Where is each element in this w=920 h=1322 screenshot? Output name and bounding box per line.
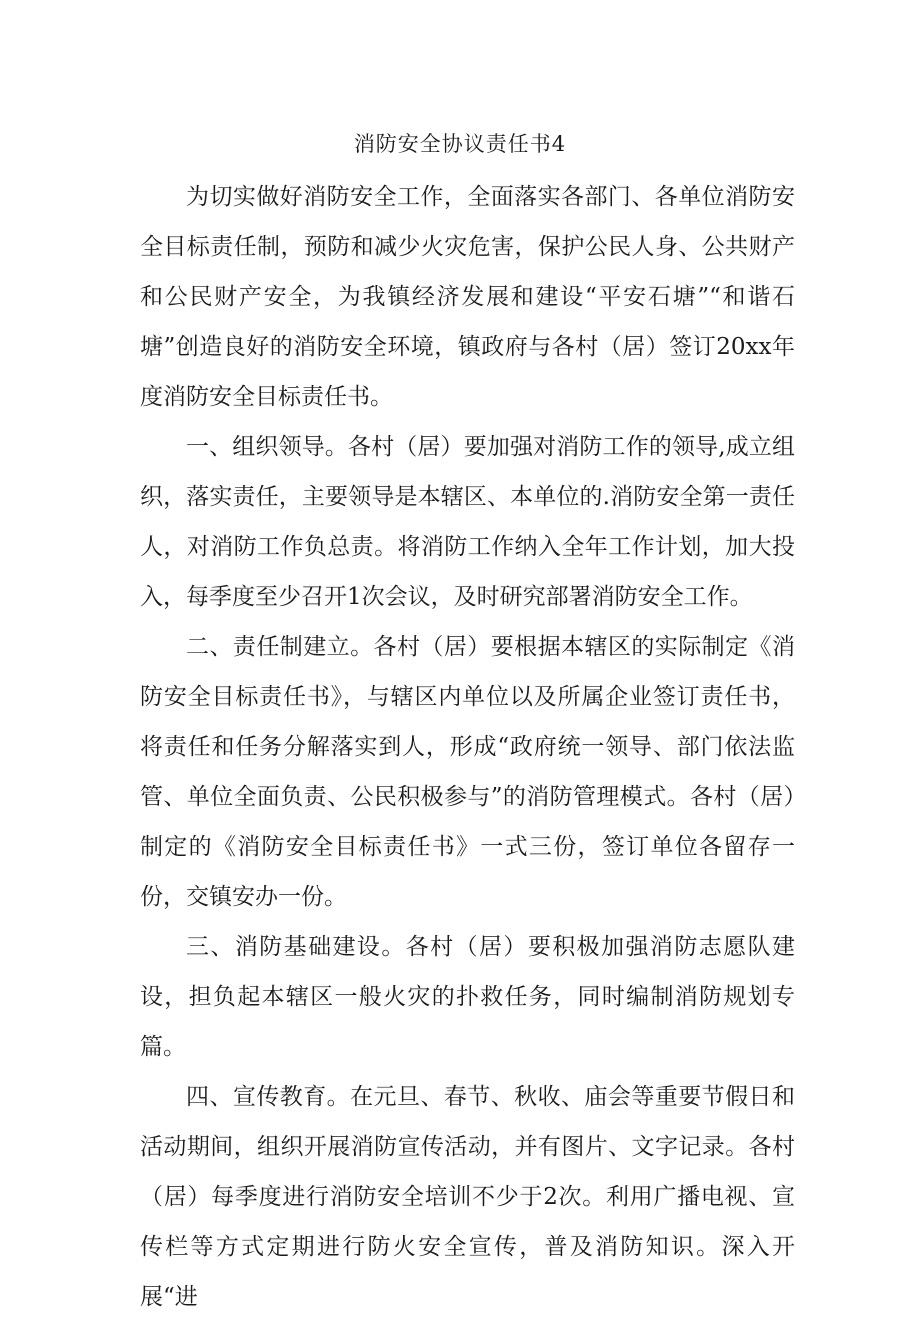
section-organization-leadership: 一、组织领导。各村（居）要加强对消防工作的领导,成立组织，落实责任，主要领导是本辖区、本单位的.消防安全第一责任人，对消防工作负总责。将消防工作纳入全年工作计划，加大投入，每季度至少召开1次会议，及时研究部署消防安全工作。	[140, 434, 795, 610]
section-fire-infrastructure: 三、消防基础建设。各村（居）要积极加强消防志愿队建设，担负起本辖区一般火灾的扑救任务，同时编制消防规划专篇。	[140, 934, 795, 1060]
document-title: 消防安全协议责任书4	[353, 132, 567, 156]
document-body	[140, 172, 795, 1322]
section-responsibility-system: 二、责任制建立。各村（居）要根据本辖区的实际制定《消防安全目标责任书》，与辖区内单位以及所属企业签订责任书，将责任和任务分解落实到人，形成“政府统一领导、部门依法监管、单位全面负责、公民积极参与”的消防管理模式。各村（居）制定的《消防安全目标责任书》一式三份，签订单位各留存一份，交镇安办一份。	[140, 634, 795, 910]
intro-paragraph: 为切实做好消防安全工作，全面落实各部门、各单位消防安全目标责任制，预防和减少火灾危害，保护公民人身、公共财产和公民财产安全，为我镇经济发展和建设“平安石塘”“和谐石塘”创造良好的消防安全环境，镇政府与各村（居）签订20xx年度消防安全目标责任书。	[140, 184, 795, 410]
section-publicity-education: 四、宣传教育。在元旦、春节、秋收、庙会等重要节假日和活动期间，组织开展消防宣传活动，并有图片、文字记录。各村（居）每季度进行消防安全培训不少于2次。利用广播电视、宣传栏等方式定期进行防火安全宣传，普及消防知识。深入开展“进	[140, 1084, 795, 1310]
